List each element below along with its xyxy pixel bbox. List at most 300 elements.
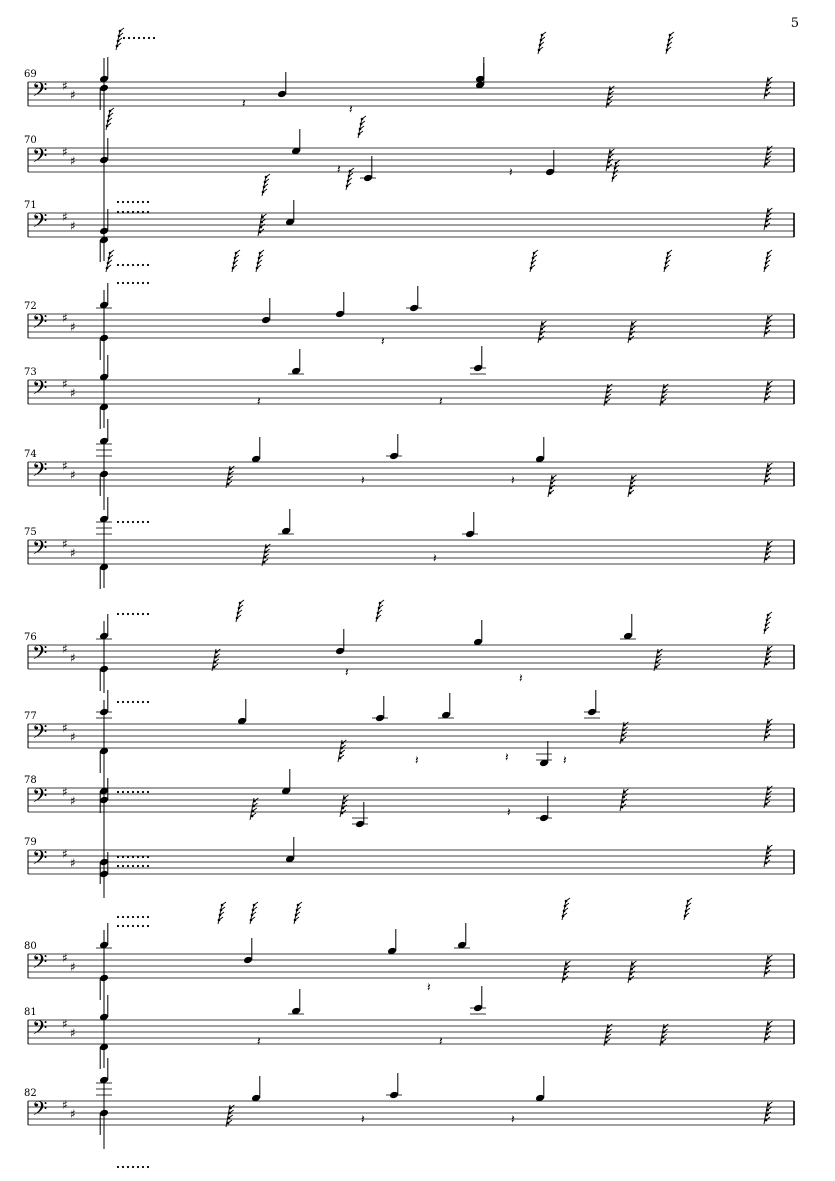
ornament-tick	[688, 898, 692, 901]
dotted-extension	[127, 211, 129, 213]
flag-tick	[607, 394, 611, 397]
flag-tick	[624, 789, 628, 792]
dotted-extension	[142, 201, 144, 203]
quarter-rest: 𝄽	[349, 102, 353, 116]
flag-tick	[657, 659, 661, 662]
quarter-rest: 𝄽	[361, 473, 365, 487]
quarter-rest: 𝄽	[511, 1112, 515, 1126]
bass-clef: 𝄢	[32, 950, 48, 978]
flag-tick	[767, 656, 771, 659]
dotted-extension	[132, 521, 134, 523]
key-sharp: ♯	[70, 730, 76, 744]
dotted-extension	[132, 925, 134, 927]
flag-tick	[768, 646, 772, 649]
flag-tick	[550, 490, 554, 493]
flag-tick	[624, 722, 628, 725]
key-sharp: ♯	[70, 1107, 76, 1121]
dotted-extension	[137, 865, 139, 867]
flag-tick	[768, 146, 772, 149]
dotted-extension	[142, 1166, 144, 1168]
flag-tick	[632, 326, 636, 329]
dotted-extension	[122, 701, 124, 703]
flag-tick	[767, 965, 771, 968]
flag-tick	[262, 219, 266, 222]
dotted-extension	[122, 916, 124, 918]
flag-tick	[767, 473, 771, 476]
flag-tick	[766, 330, 770, 333]
dotted-extension	[117, 791, 119, 793]
flag-tick	[631, 485, 635, 488]
bass-clef: 𝄢	[32, 376, 48, 404]
flag-tick	[766, 860, 770, 863]
dotted-extension	[147, 925, 149, 927]
flag-tick	[230, 466, 234, 469]
flag-tick	[609, 159, 613, 162]
flag-tick	[767, 855, 771, 858]
flag-tick	[768, 213, 772, 216]
flag-tick	[564, 976, 568, 979]
flag-tick	[663, 1034, 667, 1037]
dotted-extension	[147, 521, 149, 523]
flag-tick	[254, 803, 258, 806]
flag-tick	[767, 87, 771, 90]
flag-tick	[542, 321, 546, 324]
quarter-rest: 𝄽	[381, 334, 385, 348]
dotted-extension	[117, 856, 119, 858]
flag-tick	[767, 551, 771, 554]
dotted-extension	[137, 264, 139, 266]
dotted-extension	[122, 925, 124, 927]
dotted-extension	[123, 37, 125, 39]
quarter-rest: 𝄽	[439, 394, 443, 408]
flag-tick	[631, 331, 635, 334]
dotted-extension	[127, 201, 129, 203]
dotted-extension	[153, 37, 155, 39]
flag-tick	[664, 1029, 668, 1032]
dotted-extension	[117, 201, 119, 203]
bass-clef: 𝄢	[32, 720, 48, 748]
ornament-tick	[534, 250, 538, 253]
dotted-extension	[122, 865, 124, 867]
dotted-extension	[138, 37, 140, 39]
flag-tick	[768, 381, 772, 384]
flag-tick	[767, 1112, 771, 1115]
dotted-extension	[147, 613, 149, 615]
quarter-rest: 𝄽	[242, 96, 246, 110]
flag-tick	[632, 480, 636, 483]
flag-tick	[768, 719, 772, 722]
ornament-tick	[120, 28, 124, 31]
key-sharp: ♯	[62, 951, 68, 965]
flag-tick	[768, 845, 772, 848]
flag-tick	[622, 804, 626, 807]
flag-tick	[265, 554, 269, 557]
dotted-extension	[142, 865, 144, 867]
bass-clef: 𝄢	[32, 144, 48, 172]
flag-tick	[228, 481, 232, 484]
dotted-extension	[147, 282, 149, 284]
dotted-extension	[137, 791, 139, 793]
dotted-extension	[147, 701, 149, 703]
flag-tick	[552, 475, 556, 478]
dotted-extension	[142, 916, 144, 918]
quarter-rest: 𝄽	[563, 753, 567, 767]
dotted-extension	[132, 916, 134, 918]
flag-tick	[607, 1034, 611, 1037]
quarter-rest: 𝄽	[345, 665, 349, 679]
flag-tick	[767, 796, 771, 799]
flag-tick	[541, 331, 545, 334]
dotted-extension	[117, 613, 119, 615]
flag-tick	[216, 649, 220, 652]
measure-number: 74	[24, 449, 37, 460]
measure-number: 79	[24, 837, 37, 848]
quarter-rest: 𝄽	[337, 162, 341, 176]
flag-tick	[768, 1021, 772, 1024]
flag-tick	[266, 544, 270, 547]
key-sharp: ♯	[62, 210, 68, 224]
dotted-extension	[117, 1166, 119, 1168]
flag-tick	[340, 755, 344, 758]
key-sharp: ♯	[62, 79, 68, 93]
measure-number: 69	[24, 69, 37, 80]
key-sharp: ♯	[62, 785, 68, 799]
key-sharp: ♯	[70, 856, 76, 870]
ornament-tick	[298, 902, 302, 905]
measure-number: 73	[24, 367, 37, 378]
flag-tick	[342, 810, 346, 813]
ornament-tick	[768, 612, 772, 615]
dotted-extension	[147, 1166, 149, 1168]
flag-tick	[656, 664, 660, 667]
quarter-rest: 𝄽	[361, 1112, 365, 1126]
key-sharp: ♯	[70, 219, 76, 233]
dotted-extension	[127, 925, 129, 927]
dotted-extension	[127, 264, 129, 266]
bass-clef: 𝄢	[32, 641, 48, 669]
flag-tick	[610, 154, 614, 157]
flag-tick	[622, 737, 626, 740]
flag-tick	[767, 1031, 771, 1034]
dotted-extension	[127, 1166, 129, 1168]
ornament-tick	[768, 250, 772, 253]
flag-tick	[630, 976, 634, 979]
bass-clef: 𝄢	[32, 78, 48, 106]
flag-tick	[565, 971, 569, 974]
dotted-extension	[122, 1166, 124, 1168]
dotted-extension	[122, 521, 124, 523]
bass-clef: 𝄢	[32, 846, 48, 874]
flag-tick	[214, 664, 218, 667]
ornament-tick	[362, 116, 366, 119]
flag-tick	[768, 315, 772, 318]
ornament-tick	[380, 600, 384, 603]
flag-tick	[343, 805, 347, 808]
flag-tick	[228, 1120, 232, 1123]
flag-tick	[610, 149, 614, 152]
flag-tick	[767, 325, 771, 328]
flag-tick	[630, 490, 634, 493]
quarter-rest: 𝄽	[507, 805, 511, 819]
dotted-extension	[117, 211, 119, 213]
dotted-extension	[132, 211, 134, 213]
flag-tick	[230, 1105, 234, 1108]
dotted-extension	[132, 791, 134, 793]
key-sharp: ♯	[70, 320, 76, 334]
dotted-extension	[137, 201, 139, 203]
measure-number: 78	[24, 775, 37, 786]
flag-tick	[606, 399, 610, 402]
flag-tick	[632, 961, 636, 964]
dotted-extension	[132, 264, 134, 266]
dotted-extension	[147, 201, 149, 203]
flag-tick	[342, 740, 346, 743]
ornament-tick	[110, 250, 114, 253]
dotted-extension	[127, 282, 129, 284]
dotted-extension	[147, 916, 149, 918]
dotted-extension	[142, 925, 144, 927]
flag-tick	[260, 229, 264, 232]
flag-tick	[767, 218, 771, 221]
flag-tick	[632, 966, 636, 969]
quarter-rest: 𝄽	[427, 980, 431, 994]
flag-tick	[632, 475, 636, 478]
flag-tick	[766, 970, 770, 973]
dotted-extension	[137, 856, 139, 858]
ornament-tick	[670, 32, 674, 35]
flag-tick	[768, 468, 772, 471]
measure-number: 81	[24, 1007, 37, 1018]
dotted-extension	[142, 613, 144, 615]
key-sharp: ♯	[62, 642, 68, 656]
flag-tick	[341, 750, 345, 753]
flag-tick	[254, 798, 258, 801]
dotted-extension	[147, 865, 149, 867]
flag-tick	[215, 659, 219, 662]
flag-tick	[610, 86, 614, 89]
dotted-extension	[132, 701, 134, 703]
flag-tick	[252, 813, 256, 816]
bass-clef: 𝄢	[32, 310, 48, 338]
flag-tick	[767, 729, 771, 732]
flag-tick	[768, 208, 772, 211]
flag-tick	[623, 799, 627, 802]
flag-tick	[767, 391, 771, 394]
dotted-extension	[137, 211, 139, 213]
flag-tick	[230, 471, 234, 474]
dotted-extension	[147, 791, 149, 793]
dotted-extension	[117, 521, 119, 523]
key-sharp: ♯	[62, 377, 68, 391]
key-sharp: ♯	[70, 546, 76, 560]
dotted-extension	[137, 701, 139, 703]
flag-tick	[766, 92, 770, 95]
ornament-tick	[110, 108, 114, 111]
flag-tick	[768, 960, 772, 963]
dotted-extension	[137, 613, 139, 615]
flag-tick	[229, 476, 233, 479]
flag-tick	[608, 1024, 612, 1027]
flag-tick	[344, 795, 348, 798]
flag-tick	[766, 161, 770, 164]
dotted-extension	[142, 791, 144, 793]
measure-number: 82	[24, 1088, 37, 1099]
measure-number: 70	[24, 135, 37, 146]
flag-tick	[344, 800, 348, 803]
dotted-extension	[137, 282, 139, 284]
flag-tick	[658, 649, 662, 652]
dotted-extension	[128, 37, 130, 39]
flag-tick	[767, 156, 771, 159]
bass-clef: 𝄢	[32, 536, 48, 564]
flag-tick	[768, 1107, 772, 1110]
dotted-extension	[122, 282, 124, 284]
dotted-extension	[142, 282, 144, 284]
dotted-extension	[127, 701, 129, 703]
dotted-extension	[122, 264, 124, 266]
flag-tick	[566, 966, 570, 969]
bass-clef: 𝄢	[32, 1097, 48, 1125]
flag-tick	[768, 786, 772, 789]
quarter-rest: 𝄽	[415, 753, 419, 767]
measure-number: 72	[24, 301, 37, 312]
flag-tick	[768, 546, 772, 549]
flag-tick	[608, 1029, 612, 1032]
flag-tick	[566, 961, 570, 964]
flag-tick	[608, 101, 612, 104]
dotted-extension	[147, 856, 149, 858]
ornament-tick	[566, 898, 570, 901]
dotted-extension	[132, 613, 134, 615]
quarter-rest: 𝄽	[439, 1034, 443, 1048]
flag-tick	[608, 384, 612, 387]
dotted-extension	[142, 264, 144, 266]
dotted-extension	[117, 865, 119, 867]
flag-tick	[230, 1110, 234, 1113]
flag-tick	[766, 734, 770, 737]
dotted-extension	[142, 856, 144, 858]
flag-tick	[766, 801, 770, 804]
page-number: 5	[790, 16, 799, 31]
key-sharp: ♯	[62, 847, 68, 861]
flag-tick	[664, 1024, 668, 1027]
flag-tick	[623, 732, 627, 735]
dotted-extension	[122, 791, 124, 793]
key-sharp: ♯	[70, 651, 76, 665]
flag-tick	[768, 724, 772, 727]
key-sharp: ♯	[62, 459, 68, 473]
measure-number: 71	[24, 200, 37, 211]
dotted-extension	[122, 211, 124, 213]
dotted-extension	[133, 37, 135, 39]
quarter-rest: 𝄽	[257, 394, 261, 408]
quarter-rest: 𝄽	[511, 473, 515, 487]
quarter-rest: 𝄽	[433, 551, 437, 565]
key-sharp: ♯	[70, 468, 76, 482]
flag-tick	[766, 661, 770, 664]
flag-tick	[658, 654, 662, 657]
ornament-tick	[542, 32, 546, 35]
dotted-extension	[132, 1166, 134, 1168]
flag-tick	[766, 556, 770, 559]
flag-tick	[342, 745, 346, 748]
dotted-extension	[122, 201, 124, 203]
flag-tick	[216, 654, 220, 657]
flag-tick	[766, 1117, 770, 1120]
key-sharp: ♯	[62, 721, 68, 735]
flag-tick	[766, 1036, 770, 1039]
flag-tick	[768, 541, 772, 544]
flag-tick	[663, 394, 667, 397]
measure-number: 75	[24, 527, 37, 538]
dotted-extension	[142, 701, 144, 703]
measure-number: 76	[24, 632, 37, 643]
quarter-rest: 𝄽	[519, 671, 523, 685]
dotted-extension	[122, 613, 124, 615]
dotted-extension	[117, 282, 119, 284]
ornament-tick	[266, 174, 270, 177]
dotted-extension	[137, 916, 139, 918]
dotted-extension	[127, 613, 129, 615]
dotted-extension	[127, 856, 129, 858]
key-sharp: ♯	[62, 311, 68, 325]
flag-tick	[768, 463, 772, 466]
flag-tick	[630, 336, 634, 339]
flag-tick	[262, 214, 266, 217]
flag-tick	[632, 321, 636, 324]
ornament-tick	[236, 250, 240, 253]
dotted-extension	[127, 916, 129, 918]
dotted-extension	[143, 37, 145, 39]
flag-tick	[768, 1102, 772, 1105]
key-sharp: ♯	[70, 1026, 76, 1040]
flag-tick	[664, 389, 668, 392]
quarter-rest: 𝄽	[505, 750, 509, 764]
ornament-tick	[350, 168, 354, 171]
quarter-rest: 𝄽	[509, 165, 513, 179]
quarter-rest: 𝄽	[257, 1034, 261, 1048]
dotted-extension	[117, 916, 119, 918]
key-sharp: ♯	[62, 1098, 68, 1112]
bass-clef: 𝄢	[32, 209, 48, 237]
ornament-tick	[260, 250, 264, 253]
dotted-extension	[132, 282, 134, 284]
flag-tick	[610, 91, 614, 94]
flag-tick	[608, 389, 612, 392]
key-sharp: ♯	[62, 1017, 68, 1031]
flag-tick	[266, 549, 270, 552]
flag-tick	[608, 164, 612, 167]
bass-clef: 𝄢	[32, 458, 48, 486]
flag-tick	[662, 399, 666, 402]
ornament-tick	[668, 250, 672, 253]
dotted-extension	[147, 211, 149, 213]
dotted-extension	[137, 925, 139, 927]
dotted-extension	[117, 925, 119, 927]
dotted-extension	[147, 264, 149, 266]
ornament-tick	[222, 902, 226, 905]
dotted-extension	[142, 521, 144, 523]
dotted-extension	[142, 211, 144, 213]
dotted-extension	[117, 701, 119, 703]
dotted-extension	[148, 37, 150, 39]
flag-tick	[631, 971, 635, 974]
key-sharp: ♯	[62, 537, 68, 551]
flag-tick	[768, 651, 772, 654]
ornament-tick	[616, 160, 620, 163]
dotted-extension	[132, 856, 134, 858]
flag-tick	[768, 320, 772, 323]
